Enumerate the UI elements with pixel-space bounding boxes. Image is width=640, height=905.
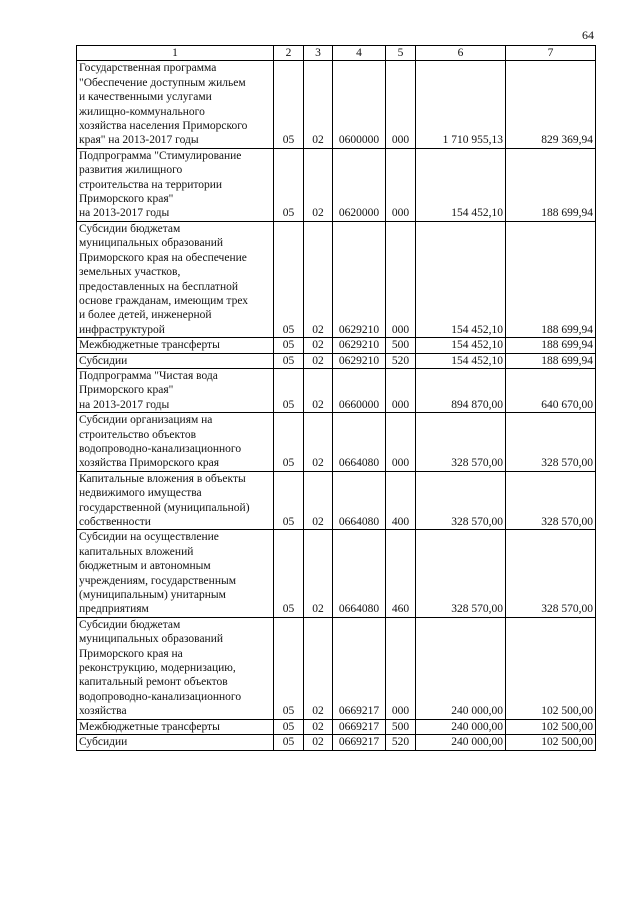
amount-col6-cell: 154 452,10 [416, 221, 506, 337]
amount-col7-cell: 640 670,00 [506, 368, 596, 412]
subsection-code-cell: 02 [304, 61, 333, 148]
expense-type-cell: 000 [386, 221, 416, 337]
target-article-cell: 0629210 [333, 353, 386, 368]
subsection-code-cell: 02 [304, 413, 333, 472]
amount-col6-cell: 154 452,10 [416, 148, 506, 221]
amount-col7-cell: 102 500,00 [506, 617, 596, 719]
amount-col6-cell: 154 452,10 [416, 338, 506, 353]
section-code-cell: 05 [274, 353, 304, 368]
expense-type-cell: 500 [386, 338, 416, 353]
amount-col6-cell: 328 570,00 [416, 530, 506, 617]
table-row [77, 338, 596, 353]
header-cell: 6 [416, 46, 506, 61]
subsection-code-cell: 02 [304, 368, 333, 412]
amount-col7-cell: 328 570,00 [506, 471, 596, 530]
target-article-cell: 0664080 [333, 471, 386, 530]
table-row [77, 617, 596, 719]
target-article-cell: 0669217 [333, 719, 386, 734]
expense-type-cell: 000 [386, 413, 416, 472]
subsection-code-cell: 02 [304, 353, 333, 368]
table-row [77, 61, 596, 148]
budget-table [76, 45, 596, 751]
row-name-cell: Субсидии бюджетам муниципальных образований Приморского края на реконструкцию, модернизацию, капитальный ремонт объектов водопроводно-канализационного хозяйства [77, 617, 274, 719]
amount-col7-cell: 102 500,00 [506, 719, 596, 734]
row-name-cell: Субсидии [77, 353, 274, 368]
subsection-code-cell: 02 [304, 471, 333, 530]
amount-col7-cell: 328 570,00 [506, 530, 596, 617]
amount-col7-cell: 102 500,00 [506, 735, 596, 750]
row-name-cell: Субсидии бюджетам муниципальных образований Приморского края на обеспечение земельных участков, предоставленных на бесплатной основе гражданам, имеющим трех и более детей, инженерной инфраструктурой [77, 221, 274, 337]
amount-col6-cell: 894 870,00 [416, 368, 506, 412]
header-cell: 2 [274, 46, 304, 61]
table-header-row [77, 46, 596, 61]
section-code-cell: 05 [274, 719, 304, 734]
amount-col7-cell: 328 570,00 [506, 413, 596, 472]
amount-col6-cell: 154 452,10 [416, 353, 506, 368]
expense-type-cell: 520 [386, 353, 416, 368]
section-code-cell: 05 [274, 221, 304, 337]
subsection-code-cell: 02 [304, 530, 333, 617]
target-article-cell: 0660000 [333, 368, 386, 412]
table-row [77, 530, 596, 617]
section-code-cell: 05 [274, 530, 304, 617]
section-code-cell: 05 [274, 148, 304, 221]
header-cell: 1 [77, 46, 274, 61]
expense-type-cell: 500 [386, 719, 416, 734]
amount-col6-cell: 328 570,00 [416, 471, 506, 530]
row-name-cell: Межбюджетные трансферты [77, 338, 274, 353]
table-row [77, 221, 596, 337]
target-article-cell: 0620000 [333, 148, 386, 221]
subsection-code-cell: 02 [304, 148, 333, 221]
subsection-code-cell: 02 [304, 338, 333, 353]
table-row [77, 368, 596, 412]
target-article-cell: 0664080 [333, 413, 386, 472]
section-code-cell: 05 [274, 61, 304, 148]
table-row [77, 719, 596, 734]
target-article-cell: 0669217 [333, 617, 386, 719]
expense-type-cell: 000 [386, 617, 416, 719]
row-name-cell: Подпрограмма "Стимулирование развития жилищного строительства на территории Приморского края" на 2013-2017 годы [77, 148, 274, 221]
row-name-cell: Государственная программа "Обеспечение доступным жильем и качественными услугами жилищно-коммунального хозяйства населения Приморского края" на 2013-2017 годы [77, 61, 274, 148]
row-name-cell: Капитальные вложения в объекты недвижимого имущества государственной (муниципальной) собственности [77, 471, 274, 530]
amount-col6-cell: 240 000,00 [416, 617, 506, 719]
section-code-cell: 05 [274, 735, 304, 750]
subsection-code-cell: 02 [304, 719, 333, 734]
header-cell: 4 [333, 46, 386, 61]
header-cell: 3 [304, 46, 333, 61]
amount-col7-cell: 188 699,94 [506, 338, 596, 353]
header-cell: 7 [506, 46, 596, 61]
amount-col6-cell: 240 000,00 [416, 719, 506, 734]
target-article-cell: 0600000 [333, 61, 386, 148]
target-article-cell: 0664080 [333, 530, 386, 617]
page-number: 64 [582, 28, 594, 42]
amount-col7-cell: 829 369,94 [506, 61, 596, 148]
expense-type-cell: 000 [386, 148, 416, 221]
table-row [77, 413, 596, 472]
table-row [77, 735, 596, 750]
table-row [77, 471, 596, 530]
subsection-code-cell: 02 [304, 617, 333, 719]
section-code-cell: 05 [274, 617, 304, 719]
amount-col7-cell: 188 699,94 [506, 353, 596, 368]
amount-col7-cell: 188 699,94 [506, 221, 596, 337]
amount-col6-cell: 328 570,00 [416, 413, 506, 472]
target-article-cell: 0669217 [333, 735, 386, 750]
section-code-cell: 05 [274, 368, 304, 412]
amount-col6-cell: 1 710 955,13 [416, 61, 506, 148]
row-name-cell: Субсидии [77, 735, 274, 750]
expense-type-cell: 000 [386, 61, 416, 148]
row-name-cell: Субсидии на осуществление капитальных вложений бюджетным и автономным учреждениям, государственным (муниципальным) унитарным предприятиям [77, 530, 274, 617]
amount-col6-cell: 240 000,00 [416, 735, 506, 750]
section-code-cell: 05 [274, 338, 304, 353]
row-name-cell: Межбюджетные трансферты [77, 719, 274, 734]
amount-col7-cell: 188 699,94 [506, 148, 596, 221]
row-name-cell: Субсидии организациям на строительство объектов водопроводно-канализационного хозяйства Приморского края [77, 413, 274, 472]
expense-type-cell: 460 [386, 530, 416, 617]
table-row [77, 353, 596, 368]
table-row [77, 148, 596, 221]
header-cell: 5 [386, 46, 416, 61]
section-code-cell: 05 [274, 471, 304, 530]
subsection-code-cell: 02 [304, 735, 333, 750]
expense-type-cell: 400 [386, 471, 416, 530]
row-name-cell: Подпрограмма "Чистая вода Приморского края" на 2013-2017 годы [77, 368, 274, 412]
expense-type-cell: 520 [386, 735, 416, 750]
expense-type-cell: 000 [386, 368, 416, 412]
subsection-code-cell: 02 [304, 221, 333, 337]
target-article-cell: 0629210 [333, 221, 386, 337]
target-article-cell: 0629210 [333, 338, 386, 353]
section-code-cell: 05 [274, 413, 304, 472]
